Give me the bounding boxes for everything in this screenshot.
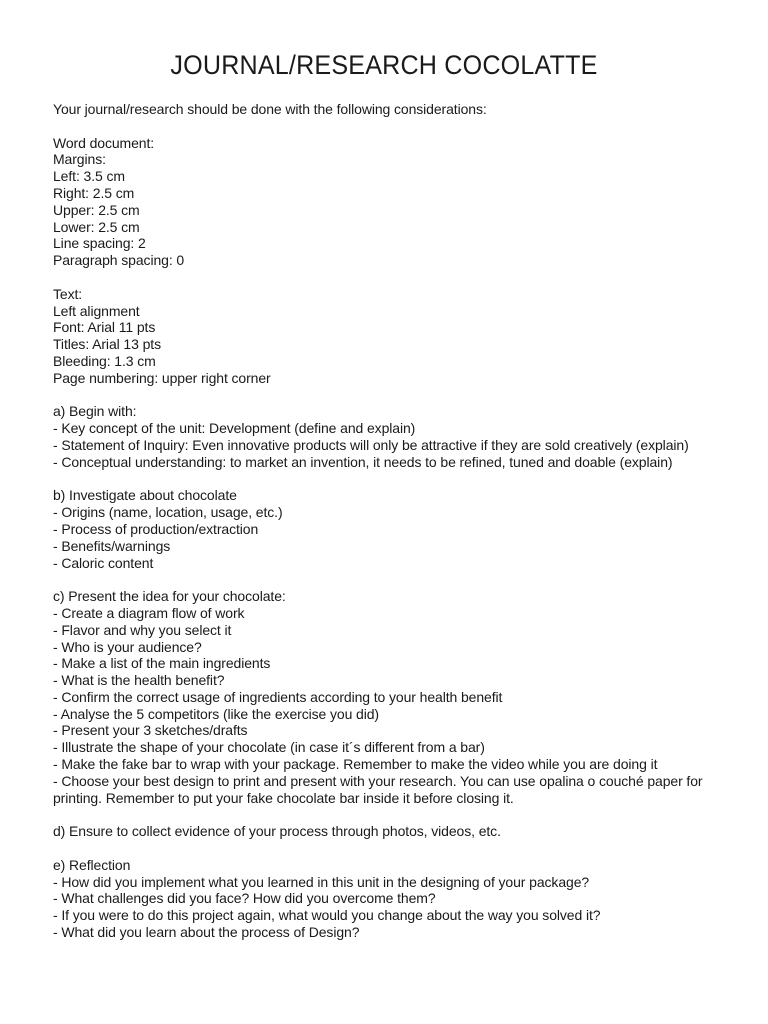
list-item: - Process of production/extraction [53,520,259,537]
list-item: - Benefits/warnings [53,537,171,554]
list-item: - Key concept of the unit: Development (define and explain) [53,420,416,437]
spacer [53,471,743,488]
list-item: - Choose your best design to print and present with your research. You can use opalina o couché paper for printing. Remember to put your fake chocolate bar inside it before closing it. [53,772,703,806]
section-heading: d) Ensure to collect evidence of your process through photos, videos, etc. [53,823,501,840]
section-a [53,403,743,470]
list-item: - Origins (name, location, usage, etc.) [53,504,283,521]
spacer [53,571,743,588]
document-title: JOURNAL/RESEARCH COCOLATTE [170,50,598,80]
list-item: - Who is your audience? [53,638,202,655]
list-item: - Confirm the correct usage of ingredients according to your health benefit [53,688,503,705]
list-item: Page numbering: upper right corner [53,369,271,386]
spacer [53,840,743,857]
spacer [53,118,743,135]
list-item: Right: 2.5 cm [53,184,135,201]
section-heading: Text: [53,285,83,302]
section-heading: b) Investigate about chocolate [53,487,237,504]
list-item: - Caloric content [53,554,154,571]
list-item: - What did you learn about the process of Design? [53,924,360,941]
list-item: - Illustrate the shape of your chocolate (in case it´s different from a bar) [53,739,485,756]
list-item: Paragraph spacing: 0 [53,252,185,269]
list-item: - Make a list of the main ingredients [53,655,271,672]
list-item: Bleeding: 1.3 cm [53,352,156,369]
document-body [53,101,743,941]
text-settings-section [53,286,743,387]
list-item: Margins: [53,151,106,168]
list-item: Left alignment [53,302,140,319]
list-item: Lower: 2.5 cm [53,218,140,235]
section-e [53,857,743,941]
section-heading: a) Begin with: [53,403,137,420]
section-c [53,588,743,806]
list-item: - Analyse the 5 competitors (like the exercise you did) [53,705,379,722]
list-item: - Make the fake bar to wrap with your package. Remember to make the video while you are doing it [53,756,658,773]
section-d [53,823,743,840]
list-item: - How did you implement what you learned in this unit in the designing of your package? [53,873,590,890]
list-item: Upper: 2.5 cm [53,201,140,218]
section-heading: Word document: [53,134,155,151]
list-item: - Statement of Inquiry: Even innovative products will only be attractive if they are sold creatively (explain) [53,436,689,453]
spacer [53,806,743,823]
list-item: - Conceptual understanding: to market an invention, it needs to be refined, tuned and doable (explain) [53,453,673,470]
word-document-section [53,135,743,269]
list-item: - Present your 3 sketches/drafts [53,722,248,739]
section-heading: c) Present the idea for your chocolate: [53,588,286,605]
section-b [53,487,743,571]
list-item: Font: Arial 11 pts [53,319,156,336]
section-heading: e) Reflection [53,856,131,873]
intro-text: Your journal/research should be done with the following considerations: [53,101,487,117]
list-item: Titles: Arial 13 pts [53,336,161,353]
list-item: - What challenges did you face? How did you overcome them? [53,890,436,907]
list-item: - Flavor and why you select it [53,621,232,638]
list-item: - Create a diagram flow of work [53,604,245,621]
spacer [53,269,743,286]
spacer [53,387,743,404]
list-item: - What is the health benefit? [53,672,225,689]
list-item: Left: 3.5 cm [53,168,125,185]
list-item: Line spacing: 2 [53,235,146,252]
list-item: - If you were to do this project again, what would you change about the way you solved it? [53,907,601,924]
